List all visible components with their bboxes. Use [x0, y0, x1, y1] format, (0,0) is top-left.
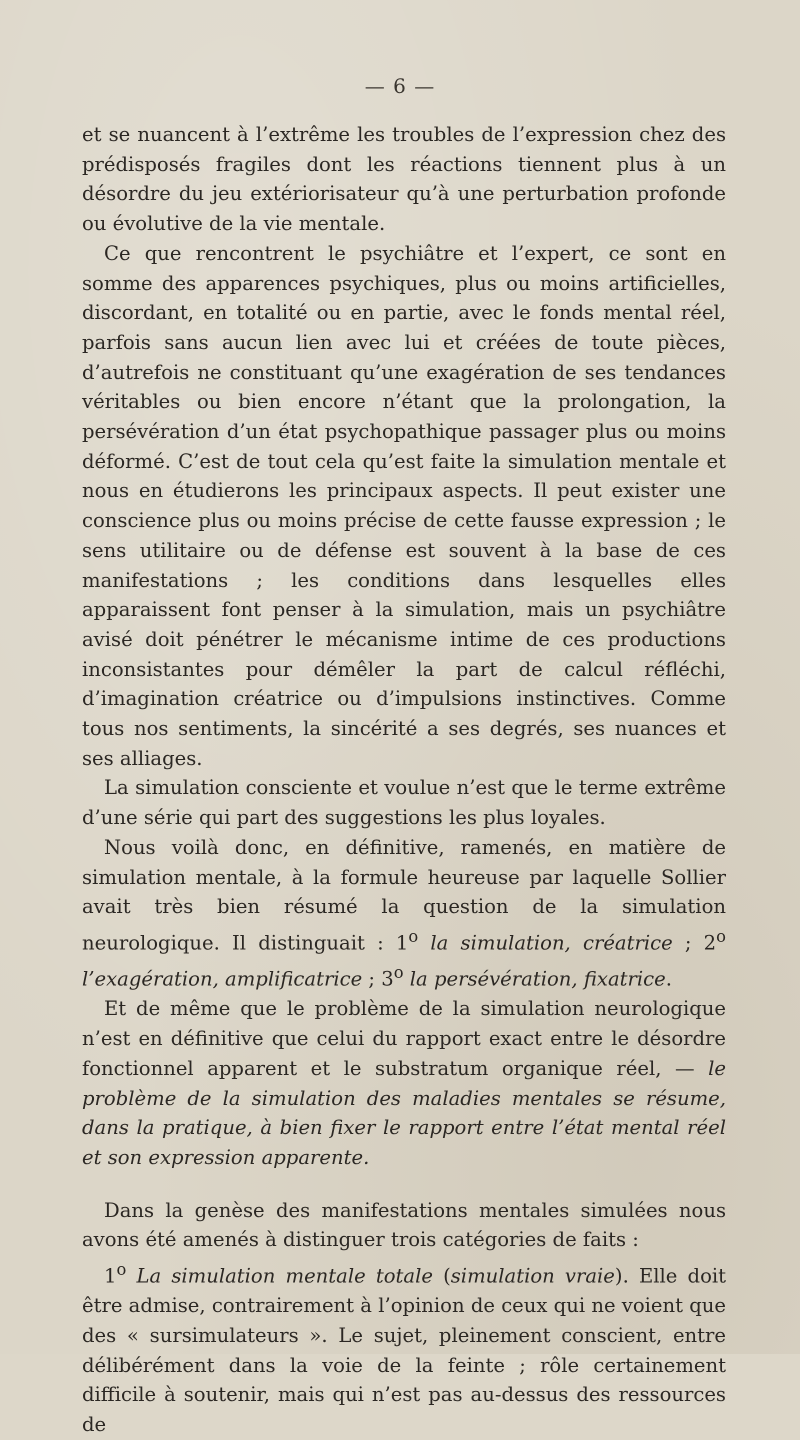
term-amplificatrice: l’exagération, amplificatrice	[82, 967, 363, 991]
space	[126, 1265, 136, 1288]
separator: ; 3	[362, 967, 394, 991]
open-paren: (	[432, 1264, 451, 1288]
probleme-text: Et de même que le problème de la simulation neurologique n’est en définitive que celui du rapport exact entre le désordre fonctionnel apparent et le substratum organique réel, —	[82, 997, 726, 1080]
ordinal-mark: o	[393, 963, 404, 983]
sollier-text: Nous voilà donc, en définitive, ramenés, en matière de simulation mentale, à la formule heureuse par laquelle Sollier avait très bien résumé la question de la simulation neurologique. Il distinguait : 1	[82, 835, 726, 955]
paragraph-apparences: Ce que rencontrent le psychiâtre et l’expert, ce sont en somme des apparences psychiques, plus ou moins artificielles, discordant, en totalité ou en partie, avec le fonds mental réel, parfois sans aucun lien avec lui et créées de toute pièces, d’autrefois ne constituant qu’une exagération de ses tendances véritables ou bien encore n’étant que la prolongation, la persévération d’un état psychopathique passager plus ou moins déformé. C’est de tout cela qu’est faite la simulation mentale et nous en étudierons les principaux aspects. Il peut exister une conscience plus ou moins précise de cette fausse expression ; le sens utilitaire ou de défense est souvent à la base de ces manifestations ; les conditions dans lesquelles elles apparaissent font penser à la simulation, mais un psychiâtre avisé doit pénétrer le mécanisme intime de ces productions inconsistantes pour démêler la part de calcul réfléchi, d’imagination créatrice ou d’impulsions instinctives. Comme tous nos sentiments, la sincérité a ses degrés, ses nuances et ses alliages.	[82, 241, 726, 770]
paragraph-formule-sollier	[82, 833, 726, 995]
section-subtitle: simulation vraie	[450, 1264, 615, 1288]
item-number: 1	[104, 1264, 117, 1288]
section-text: ). Elle doit être admise, contrairement à l’opinion de ceux qui ne voient que des « sursimulateurs ». Le sujet, pleinement conscient, entre délibérément dans la voie de la feinte ; rôle certainement difficile à soutenir, mais qui n’est pas au-dessus des ressources de	[82, 1264, 727, 1437]
period: .	[665, 967, 672, 991]
paragraph-probleme	[82, 994, 726, 1172]
section-title: La simulation mentale totale	[136, 1264, 433, 1288]
paragraph-continuation: et se nuancent à l’extrême les troubles de l’expression chez des prédisposés fragiles dont les réactions tiennent plus à un désordre du jeu extériorisateur qu’à une perturbation profonde ou évolutive de la vie mentale.	[82, 123, 726, 236]
ordinal-mark: o	[716, 926, 726, 946]
page-number: — 6 —	[364, 74, 436, 98]
body-text	[82, 120, 726, 1440]
probleme-italic: le problème de la simulation des maladies mentales se résume, dans la pratique, à bien fixer le rapport entre l’état mental réel et son expression apparente.	[82, 1056, 726, 1169]
separator: ; 2	[672, 931, 717, 955]
ordinal-mark: o	[408, 926, 419, 946]
paragraph-simulation-totale	[82, 1255, 726, 1440]
space	[418, 932, 430, 955]
ordinal-mark: o	[116, 1260, 127, 1280]
term-fixatrice: la persévération, fixatrice	[409, 967, 666, 991]
paragraph-simulation-consciente: La simulation consciente et voulue n’est que le terme extrême d’une série qui part des suggestions les plus loyales.	[82, 776, 726, 830]
paragraph-genese: Dans la genèse des manifestations mentales simulées nous avons été amenés à distinguer trois catégories de faits :	[82, 1198, 726, 1252]
term-creatrice: la simulation, créatrice	[430, 931, 673, 955]
